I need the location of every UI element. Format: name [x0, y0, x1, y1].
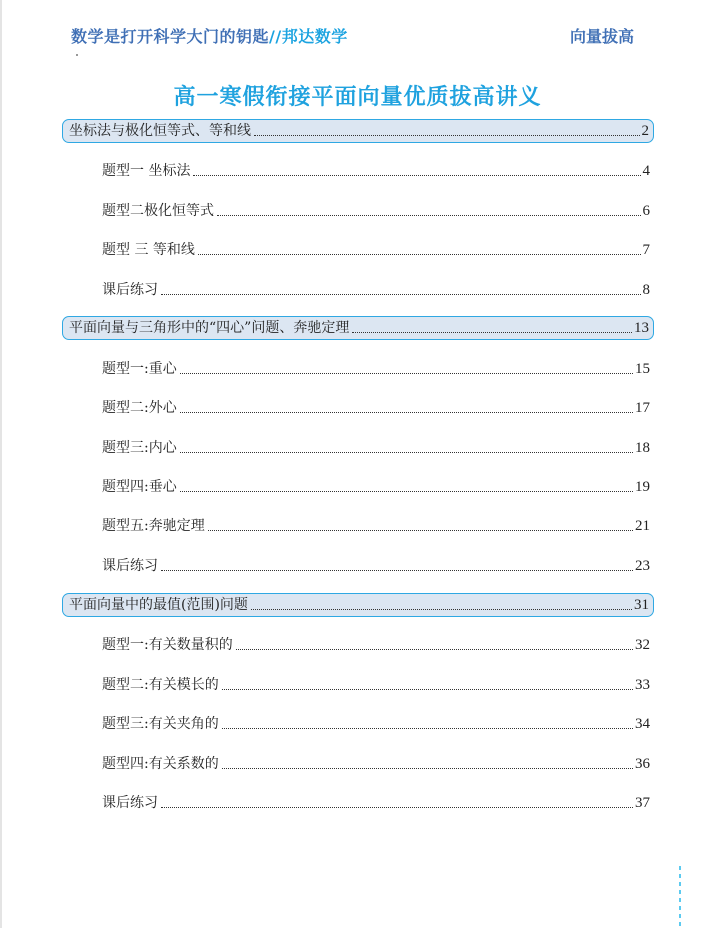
dot-leader [352, 331, 632, 333]
dot-leader [180, 490, 633, 492]
toc-section-1[interactable] [62, 119, 654, 143]
toc-item[interactable] [102, 437, 650, 457]
dot-leader [251, 608, 632, 610]
toc-page-number: 19 [635, 479, 650, 495]
toc-section-2[interactable] [62, 316, 654, 340]
dot-leader [222, 767, 633, 769]
toc-page-number: 15 [635, 361, 650, 377]
toc-page-number: 7 [642, 242, 650, 258]
toc-section-label: 平面向量与三角形中的“四心”问题、奔驰定理 [69, 320, 350, 336]
toc-item[interactable] [102, 239, 650, 259]
toc-item[interactable] [102, 358, 650, 378]
toc-item[interactable] [102, 713, 650, 733]
header-dot-mark [76, 54, 78, 56]
toc-item-label: 题型五:奔驰定理 [102, 518, 205, 534]
toc-page-number: 33 [635, 677, 650, 693]
toc-item[interactable] [102, 200, 650, 220]
dot-leader [236, 648, 633, 650]
dot-leader [222, 688, 633, 690]
toc-item[interactable] [102, 792, 650, 812]
toc-item-label: 题型一 坐标法 [102, 163, 191, 179]
toc-item-label: 题型四:垂心 [102, 479, 177, 495]
dot-leader [254, 134, 640, 136]
toc-item-label: 题型三:内心 [102, 440, 177, 456]
toc-section-3[interactable] [62, 593, 654, 617]
dot-leader [193, 174, 640, 176]
toc-page-number: 6 [642, 203, 650, 219]
toc-item-label: 题型 三 等和线 [102, 242, 195, 258]
toc-page-number: 23 [635, 558, 650, 574]
toc-page-number: 4 [642, 163, 650, 179]
decorative-dotted-line [679, 866, 681, 928]
header-slogan: 数学是打开科学大门的钥匙 [71, 27, 270, 46]
page-left-border [0, 0, 2, 928]
toc-item[interactable] [102, 279, 650, 299]
running-header-right: 向量拔高 [570, 27, 635, 46]
toc-item-label: 课后练习 [102, 795, 158, 811]
toc-item[interactable] [102, 515, 650, 535]
toc-item-label: 题型二:有关模长的 [102, 677, 219, 693]
toc-item-label: 课后练习 [102, 558, 158, 574]
toc-item-label: 题型三:有关夹角的 [102, 716, 219, 732]
toc-item[interactable] [102, 753, 650, 773]
toc-page-number: 31 [634, 597, 649, 613]
toc-item-label: 题型二:外心 [102, 400, 177, 416]
toc-item-label: 课后练习 [102, 282, 158, 298]
toc-page-number: 34 [635, 716, 650, 732]
toc-item-label: 题型四:有关系数的 [102, 756, 219, 772]
dot-leader [180, 411, 633, 413]
toc-item-label: 题型二极化恒等式 [102, 203, 214, 219]
toc-page-number: 21 [635, 518, 650, 534]
toc-page-number: 2 [641, 123, 649, 139]
toc-page-number: 8 [642, 282, 650, 298]
toc-section-label: 平面向量中的最值(范围)问题 [69, 597, 248, 613]
header-brand: //邦达数学 [269, 27, 348, 46]
toc-page-number: 18 [635, 440, 650, 456]
toc-page-number: 32 [635, 637, 650, 653]
toc-page-number: 17 [635, 400, 650, 416]
toc-page-number: 37 [635, 795, 650, 811]
dot-leader [180, 372, 633, 374]
toc-item-label: 题型一:有关数量积的 [102, 637, 233, 653]
toc-item[interactable] [102, 634, 650, 654]
dot-leader [161, 569, 633, 571]
toc-item[interactable] [102, 476, 650, 496]
dot-leader [198, 253, 641, 255]
toc-item[interactable] [102, 160, 650, 180]
toc-page-number: 13 [634, 320, 649, 336]
dot-leader [180, 451, 633, 453]
dot-leader [161, 806, 633, 808]
toc-item[interactable] [102, 674, 650, 694]
running-header-left [71, 24, 348, 47]
toc-item-label: 题型一:重心 [102, 361, 177, 377]
dot-leader [222, 727, 633, 729]
toc-page-number: 36 [635, 756, 650, 772]
dot-leader [217, 214, 641, 216]
toc-section-label: 坐标法与极化恒等式、等和线 [69, 123, 251, 139]
dot-leader [208, 529, 633, 531]
dot-leader [161, 293, 641, 295]
toc-item[interactable] [102, 397, 650, 417]
document-title: 高一寒假衔接平面向量优质拔高讲义 [173, 85, 542, 110]
toc-item[interactable] [102, 555, 650, 575]
